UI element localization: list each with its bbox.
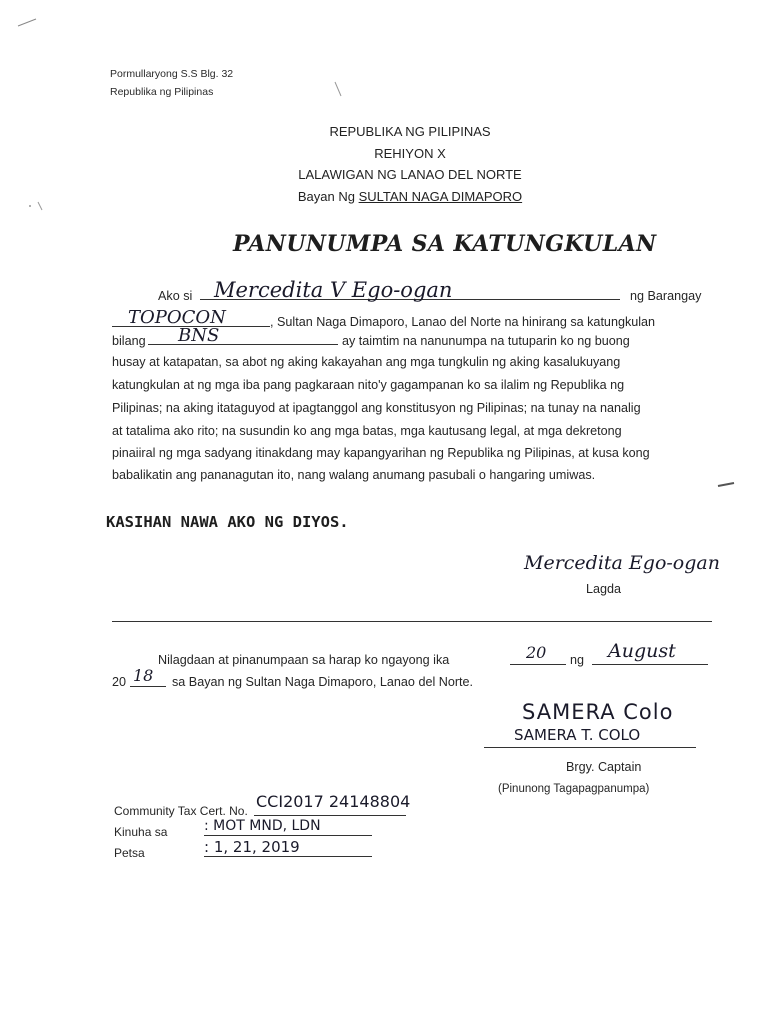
barangay-handwritten: TOPOCON <box>128 307 226 328</box>
captain-signature-handwritten: SAMERA Colo <box>522 700 674 724</box>
name-handwritten: Mercedita V Ego-ogan <box>214 278 453 302</box>
kinuha-label: Kinuha sa <box>114 825 168 839</box>
oath-line-9: babalikatin ang pananagutan ito, nang walang anumang pasubali o hangaring umiwas. <box>112 468 596 482</box>
attestation-text-2: sa Bayan ng Sultan Naga Dimaporo, Lanao del Norte. <box>172 675 474 689</box>
republic-small: Republika ng Pilipinas <box>110 86 214 98</box>
header-province: LALAWIGAN NG LANAO DEL NORTE <box>298 167 522 182</box>
kinuha-handwritten: : MOT MND, LDN <box>204 818 321 834</box>
oath-line-5: katungkulan at ng mga iba pang pagkaraan nito'y gagampanan ko sa ilalim ng Republika ng <box>112 378 625 392</box>
ng-label: ng <box>570 653 585 667</box>
oath-line-6: Pilipinas; na aking itataguyod at ipagtanggol ang konstitusyon ng Pilipinas; na tunay na nanalig <box>112 401 641 415</box>
ako-si-label: Ako si <box>158 289 193 303</box>
captain-role: (Pinunong Tagapagpanumpa) <box>498 783 650 795</box>
signature-label: Lagda <box>586 582 622 596</box>
document-title: PANUNUMPA SA KATUNGKULAN <box>233 231 657 257</box>
town-name: SULTAN NAGA DIMAPORO <box>358 189 523 204</box>
month-handwritten: August <box>608 640 676 662</box>
form-number: Pormullaryong S.S Blg. 32 <box>110 68 234 80</box>
position-handwritten: BNS <box>178 325 220 346</box>
oath-line-7: at tatalima ako rito; na susundin ko ang mga batas, mga kautusang legal, at mga dekretong <box>112 424 622 438</box>
signature-handwritten: Mercedita Ego-ogan <box>524 552 720 574</box>
petsa-handwritten: : 1, 21, 2019 <box>204 838 300 856</box>
closing-prayer: KASIHAN NAWA AKO NG DIYOS. <box>106 513 349 531</box>
bilang-label: bilang <box>112 334 146 348</box>
attestation-text-1: Nilagdaan at pinanumpaan sa harap ko ngayong ika <box>158 653 450 667</box>
ng-barangay-label: ng Barangay <box>630 289 702 303</box>
oath-line-4: husay at katapatan, sa abot ng aking kakayahan ang mga tungkulin ng aking kasalukuyang <box>112 355 621 369</box>
day-handwritten: 20 <box>526 643 547 662</box>
town-prefix: Bayan Ng <box>297 189 355 204</box>
oath-line-3: ay taimtim na nanunumpa na tutuparin ko ng buong <box>342 334 630 348</box>
oath-line-8: pinaiiral ng mga sadyang itinakdang may kapangyarihan ng Republika ng Pilipinas, at kusa kong <box>112 446 650 460</box>
petsa-label: Petsa <box>114 846 145 860</box>
captain-title: Brgy. Captain <box>566 760 642 774</box>
captain-name-handwritten: SAMERA T. COLO <box>514 726 641 744</box>
ctc-label: Community Tax Cert. No. <box>114 804 248 818</box>
header-region: REHIYON X <box>374 146 446 161</box>
oath-line-2: , Sultan Naga Dimaporo, Lanao del Norte na hinirang sa katungkulan <box>270 315 656 329</box>
ctc-number-handwritten: CCI2017 24148804 <box>256 792 411 811</box>
year-prefix: 20 <box>112 675 127 689</box>
header-republic: REPUBLIKA NG PILIPINAS <box>329 124 491 139</box>
year-handwritten: 18 <box>133 666 154 685</box>
